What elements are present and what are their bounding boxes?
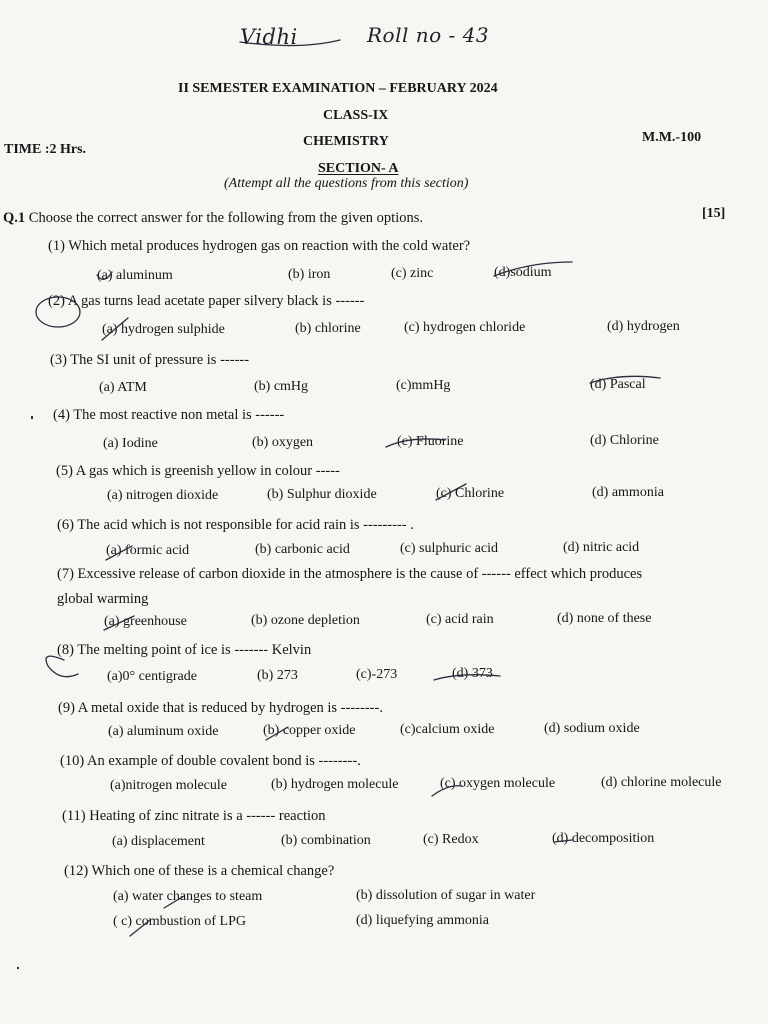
question-11-option-b: (b) combination [281,833,371,848]
question-1-option-c: (c) zinc [391,266,434,281]
question-2-option-c: (c) hydrogen chloride [404,320,526,335]
question-12-option-c: ( c) combustion of LPG [113,914,246,929]
question-10-option-c: (c) oxygen molecule [440,776,556,791]
class-label: CLASS-IX [323,108,389,123]
question-1-option-d: (d)sodium [494,265,552,280]
section-instruction: (Attempt all the questions from this section) [224,176,469,191]
question-7-option-c: (c) acid rain [426,612,494,627]
question-6-option-b: (b) carbonic acid [255,542,350,557]
question-3-option-d: (d) Pascal [590,377,646,392]
time-label: TIME :2 Hrs. [4,142,87,157]
question-4-text: (4) The most reactive non metal is ------ [53,407,285,423]
question-2-option-b: (b) chlorine [295,321,361,336]
question-7-option-d: (d) none of these [557,611,652,626]
question-6-option-c: (c) sulphuric acid [400,541,498,556]
question-7-text: (7) Excessive release of carbon dioxide in the atmosphere is the cause of ------ effect which produces [57,566,643,582]
question-10-option-d: (d) chlorine molecule [601,775,722,790]
question-6-option-a: (a) formic acid [106,543,190,558]
question-1-option-b: (b) iron [288,267,331,282]
question-3-text: (3) The SI unit of pressure is ------ [50,352,250,368]
question-2-option-a: (a) hydrogen sulphide [102,322,225,337]
section-heading: SECTION- A [318,161,399,176]
handwritten-roll-number: Roll no - 43 [367,23,490,47]
stray-mark [17,967,19,969]
subject-label: CHEMISTRY [303,134,389,149]
question-10-option-b: (b) hydrogen molecule [271,777,399,792]
question-2-option-d: (d) hydrogen [607,319,680,334]
stray-mark [31,416,33,419]
question-9-option-a: (a) aluminum oxide [108,724,219,739]
question-2-text: (2) A gas turns lead acetate paper silvery black is ------ [48,293,365,309]
question-10-text: (10) An example of double covalent bond is --------. [60,753,361,769]
max-marks-label: M.M.-100 [642,130,702,145]
question-11-option-c: (c) Redox [423,832,479,847]
question-3-option-c: (c)mmHg [396,378,451,393]
question-11-text: (11) Heating of zinc nitrate is a ------ reaction [62,808,326,824]
question-7-text-continued: global warming [57,591,149,607]
question-9-option-d: (d) sodium oxide [544,721,640,736]
question-1-prompt: Choose the correct answer for the following from the given options. [28,210,423,226]
question-5-option-d: (d) ammonia [592,485,664,500]
question-12-option-a: (a) water changes to steam [113,889,263,904]
question-4-option-a: (a) Iodine [103,436,158,451]
question-1-option-a: (a) aluminum [97,268,173,283]
question-3-option-b: (b) cmHg [254,379,309,394]
question-6-text: (6) The acid which is not responsible for acid rain is --------- . [57,517,414,533]
question-8-text: (8) The melting point of ice is ------- Kelvin [57,642,312,658]
question-4-option-b: (b) oxygen [252,435,314,450]
question-9-text: (9) A metal oxide that is reduced by hydrogen is --------. [58,700,383,716]
question-10-option-a: (a)nitrogen molecule [110,778,228,793]
question-6-option-d: (d) nitric acid [563,540,640,555]
question-11-option-a: (a) displacement [112,834,205,849]
question-8-option-a: (a)0° centigrade [107,669,197,684]
question-12-option-b: (b) dissolution of sugar in water [356,888,536,903]
question-7-option-a: (a) greenhouse [104,614,187,629]
question-1-text: (1) Which metal produces hydrogen gas on reaction with the cold water? [48,238,471,254]
question-1-heading: Q.1 Choose the correct answer for the following from the given options. [3,210,423,226]
question-7-option-b: (b) ozone depletion [251,613,360,628]
question-4-option-d: (d) Chlorine [590,433,659,448]
question-5-text: (5) A gas which is greenish yellow in colour ----- [56,463,340,479]
question-5-option-c: (c) Chlorine [436,486,505,501]
circle-q8 [46,656,78,677]
question-8-option-c: (c)-273 [356,667,398,682]
question-9-option-b: (b) copper oxide [263,723,356,738]
question-9-option-c: (c)calcium oxide [400,722,495,737]
question-8-option-d: (d) 373 [452,666,493,681]
exam-title: II SEMESTER EXAMINATION – FEBRUARY 2024 [178,81,498,96]
question-12-text: (12) Which one of these is a chemical change? [64,863,335,879]
question-3-option-a: (a) ATM [99,380,147,395]
question-8-option-b: (b) 273 [257,668,298,683]
question-5-option-b: (b) Sulphur dioxide [267,487,377,502]
handwritten-name: Vidhi [240,25,298,49]
question-5-option-a: (a) nitrogen dioxide [107,488,219,503]
question-12-option-d: (d) liquefying ammonia [356,913,489,928]
question-4-option-c: (c) Fluorine [397,434,464,449]
question-1-marks: [15] [702,206,726,221]
question-11-option-d: (d) decomposition [552,831,655,846]
